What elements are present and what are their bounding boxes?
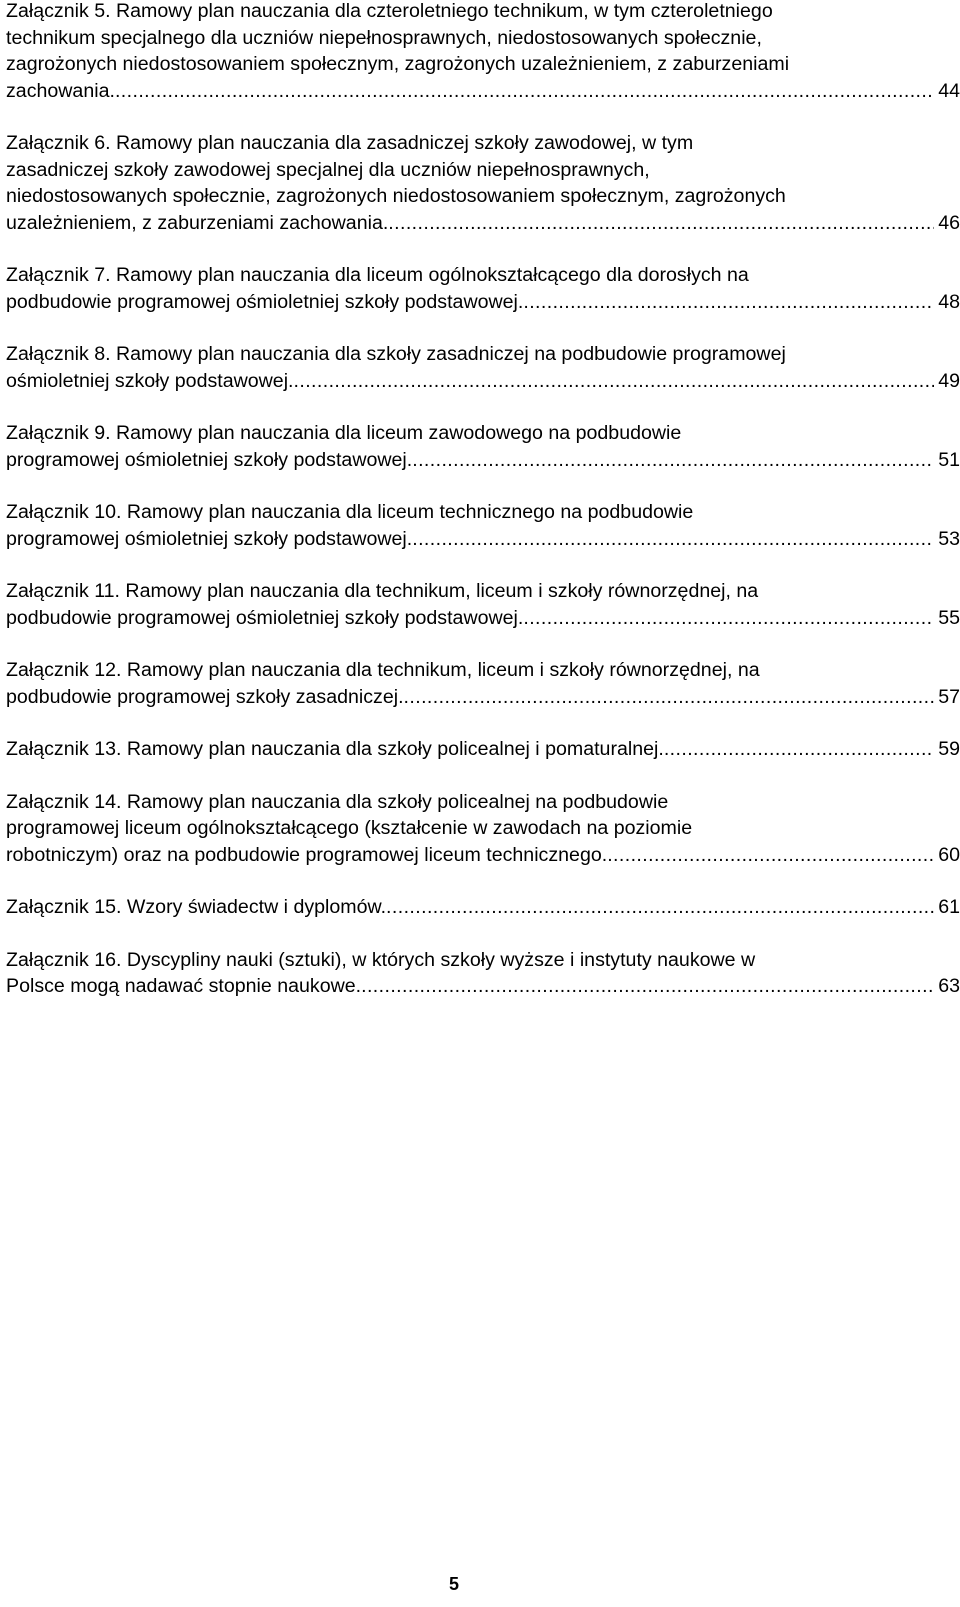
- toc-entry[interactable]: [6, 894, 960, 921]
- toc-entry-last-line: [6, 736, 960, 763]
- dot-leader: [115, 78, 934, 105]
- toc-entry-line: Załącznik 9. Ramowy plan nauczania dla liceum zawodowego na podbudowie: [6, 422, 682, 444]
- toc-page-number: 51: [938, 448, 960, 471]
- toc-entry-last-line: [6, 842, 960, 869]
- toc-page-number: 61: [938, 896, 960, 918]
- toc-entry-last-line: [6, 894, 960, 921]
- toc-entry-line: Załącznik 7. Ramowy plan nauczania dla liceum ogólnokształcącego dla dorosłych na: [6, 264, 749, 286]
- toc-entry[interactable]: [6, 736, 960, 763]
- toc-entry-line: zagrożonych niedostosowaniem społecznym, zagrożonych uzależnieniem, z zaburzeniami: [6, 53, 790, 75]
- dot-leader: [404, 684, 935, 711]
- toc-entry-line: programowej ośmioletniej szkoły podstawowej.: [6, 527, 413, 550]
- toc-page-number: 48: [938, 290, 960, 313]
- toc-entry-line: Załącznik 8. Ramowy plan nauczania dla szkoły zasadniczej na podbudowie programowej: [6, 343, 786, 365]
- toc-page-number: 59: [938, 738, 960, 760]
- toc-entry[interactable]: [6, 0, 960, 104]
- dot-leader: [664, 736, 934, 763]
- toc-entry-last-line: [6, 973, 960, 1000]
- toc-entry-line: Załącznik 5. Ramowy plan nauczania dla czteroletniego technikum, w tym czteroletniego: [6, 0, 773, 22]
- toc-entry-line: Załącznik 15. Wzory świadectw i dyplomów.: [6, 896, 387, 918]
- toc-entry-last-line: [6, 368, 960, 395]
- toc-entry[interactable]: [6, 499, 960, 552]
- toc-page-number: 46: [938, 211, 960, 234]
- toc-entry-line: niedostosowanych społecznie, zagrożonych niedostosowaniem społecznym, zagrożonych: [6, 185, 786, 207]
- toc-entry-last-line: [6, 447, 960, 474]
- toc-page-number: 44: [938, 79, 960, 102]
- toc-entry-line: technikum specjalnego dla uczniów niepełnosprawnych, niedostosowanych społecznie,: [6, 26, 762, 49]
- toc-entry[interactable]: [6, 578, 960, 631]
- toc-entry-line: uzależnieniem, z zaburzeniami zachowania.: [6, 211, 389, 234]
- dot-leader: [361, 973, 934, 1000]
- toc-entry-line: podbudowie programowej szkoły zasadniczej.: [6, 685, 404, 708]
- dot-leader: [294, 368, 935, 395]
- toc-entry-line: podbudowie programowej ośmioletniej szkoły podstawowej.: [6, 606, 524, 629]
- toc-entry-line: Załącznik 14. Ramowy plan nauczania dla szkoły policealnej na podbudowie: [6, 790, 669, 813]
- toc-entry-last-line: [6, 605, 960, 632]
- toc-entry-last-line: [6, 684, 960, 711]
- toc-entry-line: podbudowie programowej ośmioletniej szkoły podstawowej.: [6, 290, 524, 313]
- toc-entry-line: Załącznik 6. Ramowy plan nauczania dla zasadniczej szkoły zawodowej, w tym: [6, 132, 694, 154]
- toc-entry-last-line: [6, 289, 960, 316]
- toc-entry-line: Załącznik 13. Ramowy plan nauczania dla szkoły policealnej i pomaturalnej.: [6, 738, 664, 760]
- toc-entry-line: robotniczym) oraz na podbudowie programowej liceum technicznego.: [6, 843, 608, 866]
- toc-page-number: 63: [938, 975, 960, 997]
- dot-leader: [523, 605, 934, 632]
- toc-entry-last-line: [6, 210, 960, 237]
- dot-leader: [523, 289, 934, 316]
- dot-leader: [412, 526, 934, 553]
- toc-page-number: 57: [938, 685, 960, 708]
- toc-entry[interactable]: [6, 657, 960, 710]
- toc-entry-line: zachowania.: [6, 79, 115, 102]
- toc-entry-line: Załącznik 10. Ramowy plan nauczania dla liceum technicznego na podbudowie: [6, 501, 694, 523]
- toc-entry-line: programowej ośmioletniej szkoły podstawowej.: [6, 448, 413, 471]
- table-of-contents: [6, 0, 960, 1026]
- toc-entry[interactable]: [6, 420, 960, 473]
- toc-entry-line: Załącznik 11. Ramowy plan nauczania dla technikum, liceum i szkoły równorzędnej, na: [6, 580, 759, 602]
- toc-entry[interactable]: [6, 947, 960, 1000]
- dot-leader: [388, 210, 934, 237]
- dot-leader: [607, 842, 934, 869]
- toc-page-number: 55: [938, 606, 960, 629]
- toc-entry[interactable]: [6, 789, 960, 869]
- toc-entry-line: Polsce mogą nadawać stopnie naukowe.: [6, 975, 362, 997]
- toc-entry-line: Załącznik 16. Dyscypliny nauki (sztuki), w których szkoły wyższe i instytuty naukowe w: [6, 948, 756, 971]
- toc-entry-last-line: [6, 526, 960, 553]
- toc-entry[interactable]: [6, 130, 960, 236]
- dot-leader: [386, 894, 934, 921]
- toc-entry-line: Załącznik 12. Ramowy plan nauczania dla technikum, liceum i szkoły równorzędnej, na: [6, 659, 760, 681]
- toc-entry-line: zasadniczej szkoły zawodowej specjalnej dla uczniów niepełnosprawnych,: [6, 158, 650, 181]
- toc-page-number: 53: [938, 527, 960, 550]
- toc-entry-line: ośmioletniej szkoły podstawowej.: [6, 369, 294, 392]
- page-number: 5: [448, 1574, 459, 1594]
- toc-entry[interactable]: [6, 262, 960, 315]
- toc-entry-last-line: [6, 78, 960, 105]
- toc-page-number: 60: [938, 843, 960, 866]
- toc-page-number: 49: [938, 369, 960, 392]
- dot-leader: [412, 447, 934, 474]
- toc-entry[interactable]: [6, 341, 960, 394]
- toc-entry-line: programowej liceum ogólnokształcącego (kształcenie w zawodach na poziomie: [6, 817, 693, 839]
